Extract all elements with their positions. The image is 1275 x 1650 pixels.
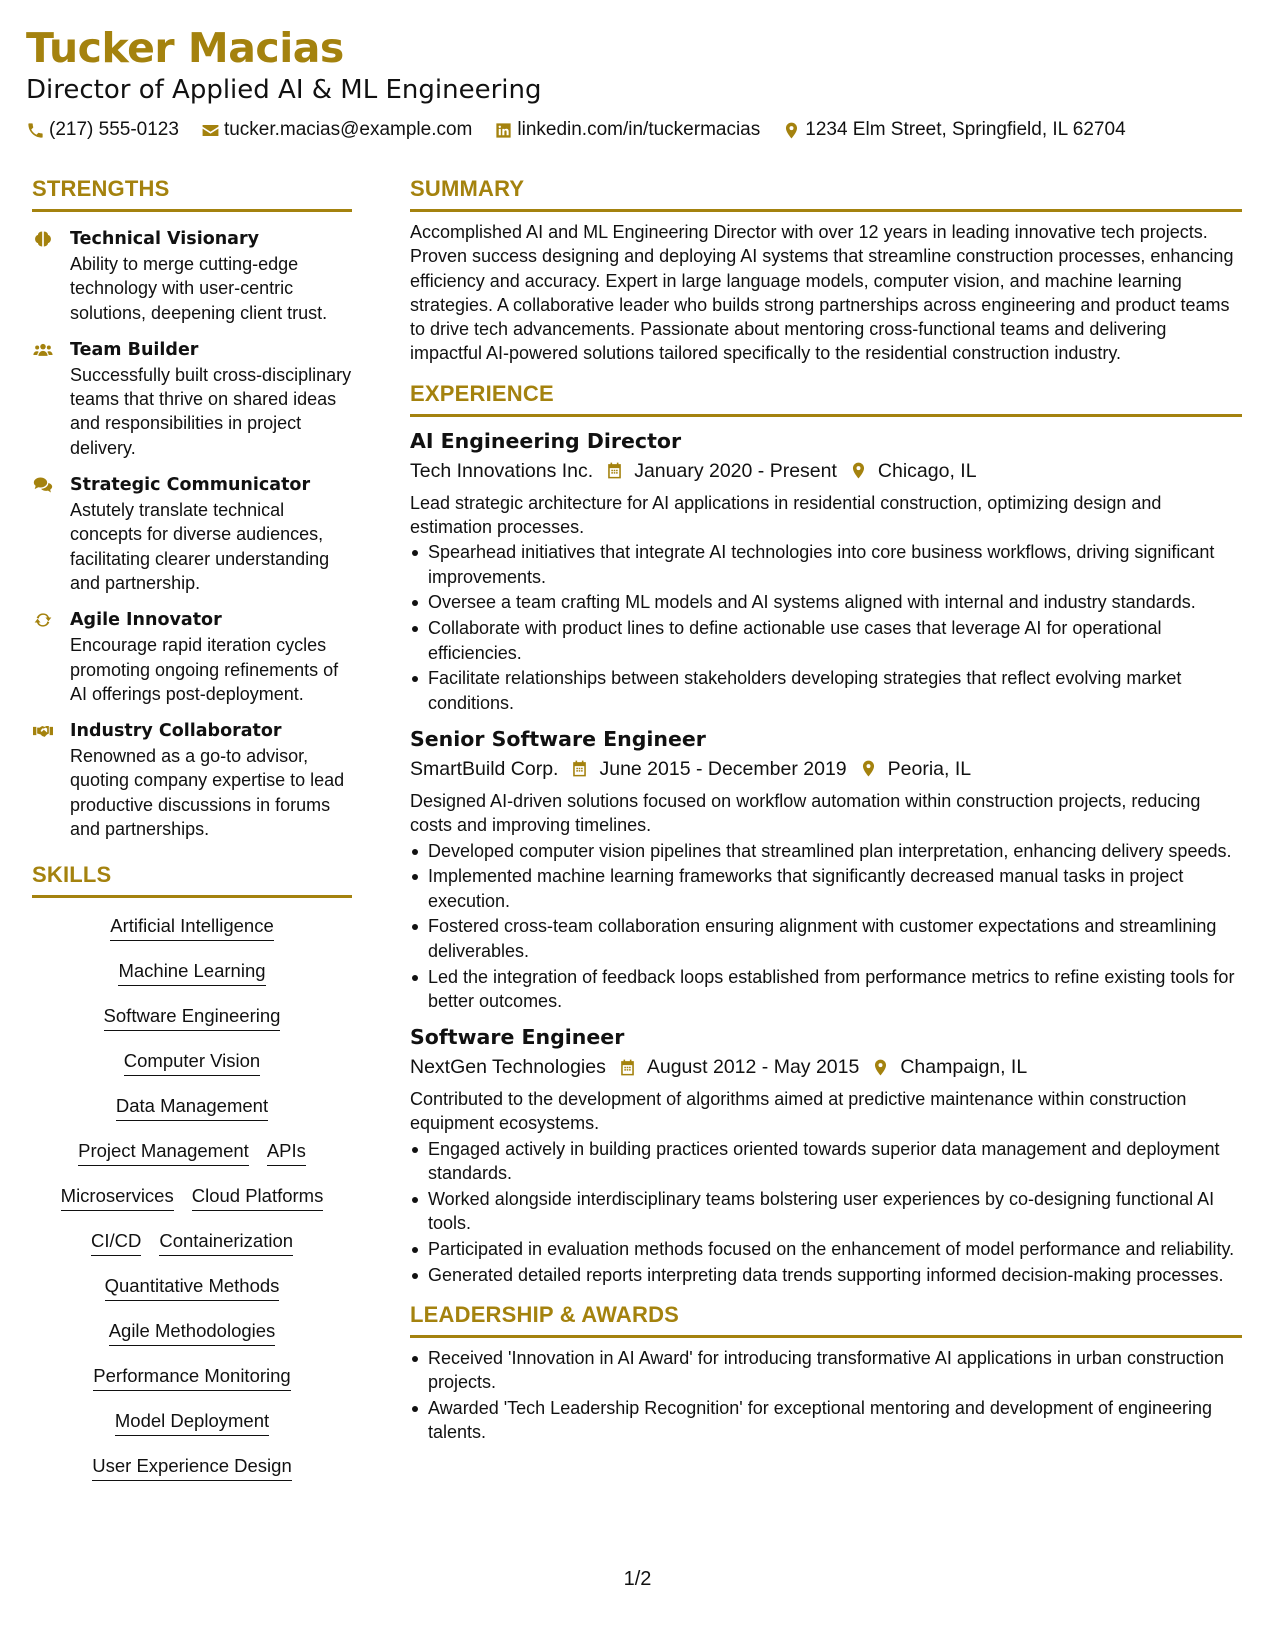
job-bullets bbox=[410, 540, 1242, 715]
strength-title: Industry Collaborator bbox=[70, 721, 282, 742]
skill-tag: Project Management bbox=[78, 1139, 249, 1166]
job-dates: August 2012 - May 2015 bbox=[646, 1056, 860, 1079]
contact-bar bbox=[26, 118, 1246, 142]
strength-title: Team Builder bbox=[70, 339, 199, 360]
skill-tag: User Experience Design bbox=[92, 1454, 291, 1481]
experience-heading: EXPERIENCE bbox=[410, 380, 1242, 417]
summary-text: Accomplished AI and ML Engineering Director with over 12 years in leading innovative tech projects. Proven success designing and deploying AI systems that streamline construction processes, enhancing efficiency and accuracy. Expert in large language models, computer vision, and machine learning strategies. A collaborative leader who builds strong partnerships across engineering and product teams to drive tech advancements. Passionate about mentoring cross-functional teams and delivering impactful AI-powered solutions tailored specifically to the residential construction industry. bbox=[410, 222, 1234, 364]
location-icon bbox=[871, 1058, 890, 1077]
strength-item bbox=[32, 472, 352, 595]
job-description: Contributed to the development of algorithms aimed at predictive maintenance within construction equipment ecosystems. bbox=[410, 1089, 1187, 1134]
candidate-name: Tucker Macias bbox=[26, 24, 344, 72]
bullet-item: Facilitate relationships between stakeholders developing strategies that reflect evolving market conditions. bbox=[410, 666, 1242, 715]
brain-icon bbox=[32, 229, 54, 249]
strength-desc: Encourage rapid iteration cycles promoting ongoing refinements of AI offerings post-deployment. bbox=[70, 635, 339, 704]
job-description: Lead strategic architecture for AI applications in residential construction, optimizing design and estimation processes. bbox=[410, 492, 1162, 538]
strength-desc: Ability to merge cutting-edge technology with user-centric solutions, deepening client trust. bbox=[70, 254, 328, 323]
bullet-item: Fostered cross-team collaboration ensuring alignment with customer expectations and streamlining deliverables. bbox=[410, 914, 1242, 963]
strength-item bbox=[32, 226, 352, 325]
contact-address bbox=[782, 118, 1125, 142]
bullet-item: Worked alongside interdisciplinary teams bolstering user experiences by co-designing functional AI tools. bbox=[410, 1187, 1242, 1236]
job-dates: June 2015 - December 2019 bbox=[599, 757, 847, 780]
strength-desc: Renowned as a go-to advisor, quoting company expertise to lead productive discussions in forums and partnerships. bbox=[70, 746, 345, 840]
strength-item bbox=[32, 607, 352, 706]
page-number: 1/2 bbox=[623, 1568, 652, 1590]
job-description: Designed AI-driven solutions focused on workflow automation within construction projects, reducing costs and improving timelines. bbox=[410, 790, 1201, 836]
leadership-bullets bbox=[410, 1346, 1242, 1445]
resume-header bbox=[26, 22, 1246, 142]
contact-email[interactable] bbox=[201, 118, 472, 142]
summary-heading: SUMMARY bbox=[410, 175, 1242, 212]
phone-text: (217) 555-0123 bbox=[49, 119, 179, 140]
strength-title: Agile Innovator bbox=[70, 610, 222, 631]
job-entry bbox=[410, 725, 1242, 1013]
contact-linkedin[interactable] bbox=[494, 118, 760, 142]
candidate-title: Director of Applied AI & ML Engineering bbox=[26, 75, 542, 105]
job-title: AI Engineering Director bbox=[410, 428, 682, 453]
job-bullets bbox=[410, 1137, 1242, 1287]
calendar-icon bbox=[618, 1058, 637, 1077]
job-entry bbox=[410, 427, 1242, 715]
bullet-item: Collaborate with product lines to define actionable use cases that leverage AI for operational efficiencies. bbox=[410, 616, 1242, 665]
bullet-item: Awarded 'Tech Leadership Recognition' for exceptional mentoring and development of engineering talents. bbox=[410, 1396, 1242, 1445]
job-company: NextGen Technologies bbox=[410, 1056, 606, 1079]
job-title: Software Engineer bbox=[410, 1025, 625, 1050]
location-icon bbox=[782, 121, 801, 140]
bullet-item: Developed computer vision pipelines that streamlined plan interpretation, enhancing delivery speeds. bbox=[410, 839, 1242, 863]
strength-title: Strategic Communicator bbox=[70, 475, 311, 496]
skill-tag: Cloud Platforms bbox=[192, 1184, 324, 1211]
job-company: Tech Innovations Inc. bbox=[410, 459, 594, 482]
job-company: SmartBuild Corp. bbox=[410, 757, 559, 780]
strength-item bbox=[32, 337, 352, 460]
refresh-icon bbox=[32, 610, 54, 630]
strength-title: Technical Visionary bbox=[70, 229, 260, 249]
skill-tag: Data Management bbox=[116, 1094, 268, 1121]
skill-tag: Agile Methodologies bbox=[109, 1319, 276, 1346]
job-location: Peoria, IL bbox=[887, 757, 972, 780]
job-meta bbox=[410, 755, 1242, 783]
strengths-heading: STRENGTHS bbox=[32, 175, 352, 212]
skills-list bbox=[32, 898, 352, 1499]
skill-tag: Artificial Intelligence bbox=[110, 914, 274, 941]
bullet-item: Engaged actively in building practices oriented towards superior data management and deployment standards. bbox=[410, 1137, 1242, 1186]
skill-tag: Computer Vision bbox=[124, 1049, 260, 1076]
bullet-item: Implemented machine learning frameworks that significantly decreased manual tasks in project execution. bbox=[410, 864, 1242, 913]
job-meta bbox=[410, 1053, 1242, 1081]
linkedin-text: linkedin.com/in/tuckermacias bbox=[517, 119, 761, 140]
skills-heading: SKILLS bbox=[32, 861, 352, 898]
skill-tag: Software Engineering bbox=[104, 1004, 281, 1031]
bullet-item: Spearhead initiatives that integrate AI technologies into core business workflows, driving significant improvements. bbox=[410, 540, 1242, 589]
right-column bbox=[410, 175, 1242, 1446]
bullet-item: Generated detailed reports interpreting data trends supporting informed decision-making processes. bbox=[410, 1263, 1242, 1287]
skill-tag: Microservices bbox=[61, 1184, 174, 1211]
envelope-icon bbox=[201, 121, 220, 140]
job-location: Chicago, IL bbox=[877, 459, 977, 482]
job-meta bbox=[410, 457, 1242, 485]
strength-desc: Astutely translate technical concepts for diverse audiences, facilitating clearer understanding and partnership. bbox=[70, 500, 330, 593]
skill-tag: Model Deployment bbox=[115, 1409, 269, 1436]
job-dates: January 2020 - Present bbox=[634, 459, 837, 482]
phone-icon bbox=[26, 121, 45, 140]
left-column bbox=[32, 175, 352, 1499]
job-location: Champaign, IL bbox=[900, 1056, 1028, 1079]
contact-phone[interactable] bbox=[26, 118, 179, 142]
bullet-item: Participated in evaluation methods focused on the enhancement of model performance and reliability. bbox=[410, 1237, 1242, 1261]
job-bullets bbox=[410, 839, 1242, 1014]
bullet-item: Oversee a team crafting ML models and AI systems aligned with internal and industry standards. bbox=[410, 590, 1242, 614]
email-text: tucker.macias@example.com bbox=[223, 119, 473, 140]
calendar-icon bbox=[605, 461, 624, 480]
skill-tag: Performance Monitoring bbox=[93, 1364, 290, 1391]
job-entry bbox=[410, 1023, 1242, 1287]
skill-tag: CI/CD bbox=[91, 1229, 141, 1256]
skill-tag: APIs bbox=[267, 1139, 306, 1166]
skill-tag: Machine Learning bbox=[118, 959, 265, 986]
location-icon bbox=[849, 461, 868, 480]
skill-tag: Containerization bbox=[159, 1229, 293, 1256]
strengths-list bbox=[32, 226, 352, 841]
bullet-item: Received 'Innovation in AI Award' for introducing transformative AI applications in urban construction projects. bbox=[410, 1346, 1242, 1395]
comments-icon bbox=[32, 475, 54, 495]
calendar-icon bbox=[570, 759, 589, 778]
bullet-item: Led the integration of feedback loops established from performance metrics to refine existing tools for better outcomes. bbox=[410, 965, 1242, 1014]
users-icon bbox=[32, 340, 54, 360]
strength-desc: Successfully built cross-disciplinary teams that thrive on shared ideas and responsibilities in project delivery. bbox=[70, 364, 352, 458]
address-text: 1234 Elm Street, Springfield, IL 62704 bbox=[805, 119, 1126, 140]
linkedin-icon bbox=[494, 121, 513, 140]
job-title: Senior Software Engineer bbox=[410, 726, 706, 751]
skill-tag: Quantitative Methods bbox=[105, 1274, 280, 1301]
strength-item bbox=[32, 718, 352, 841]
handshake-icon bbox=[32, 721, 54, 741]
location-icon bbox=[859, 759, 878, 778]
leadership-heading: LEADERSHIP & AWARDS bbox=[410, 1301, 1242, 1338]
